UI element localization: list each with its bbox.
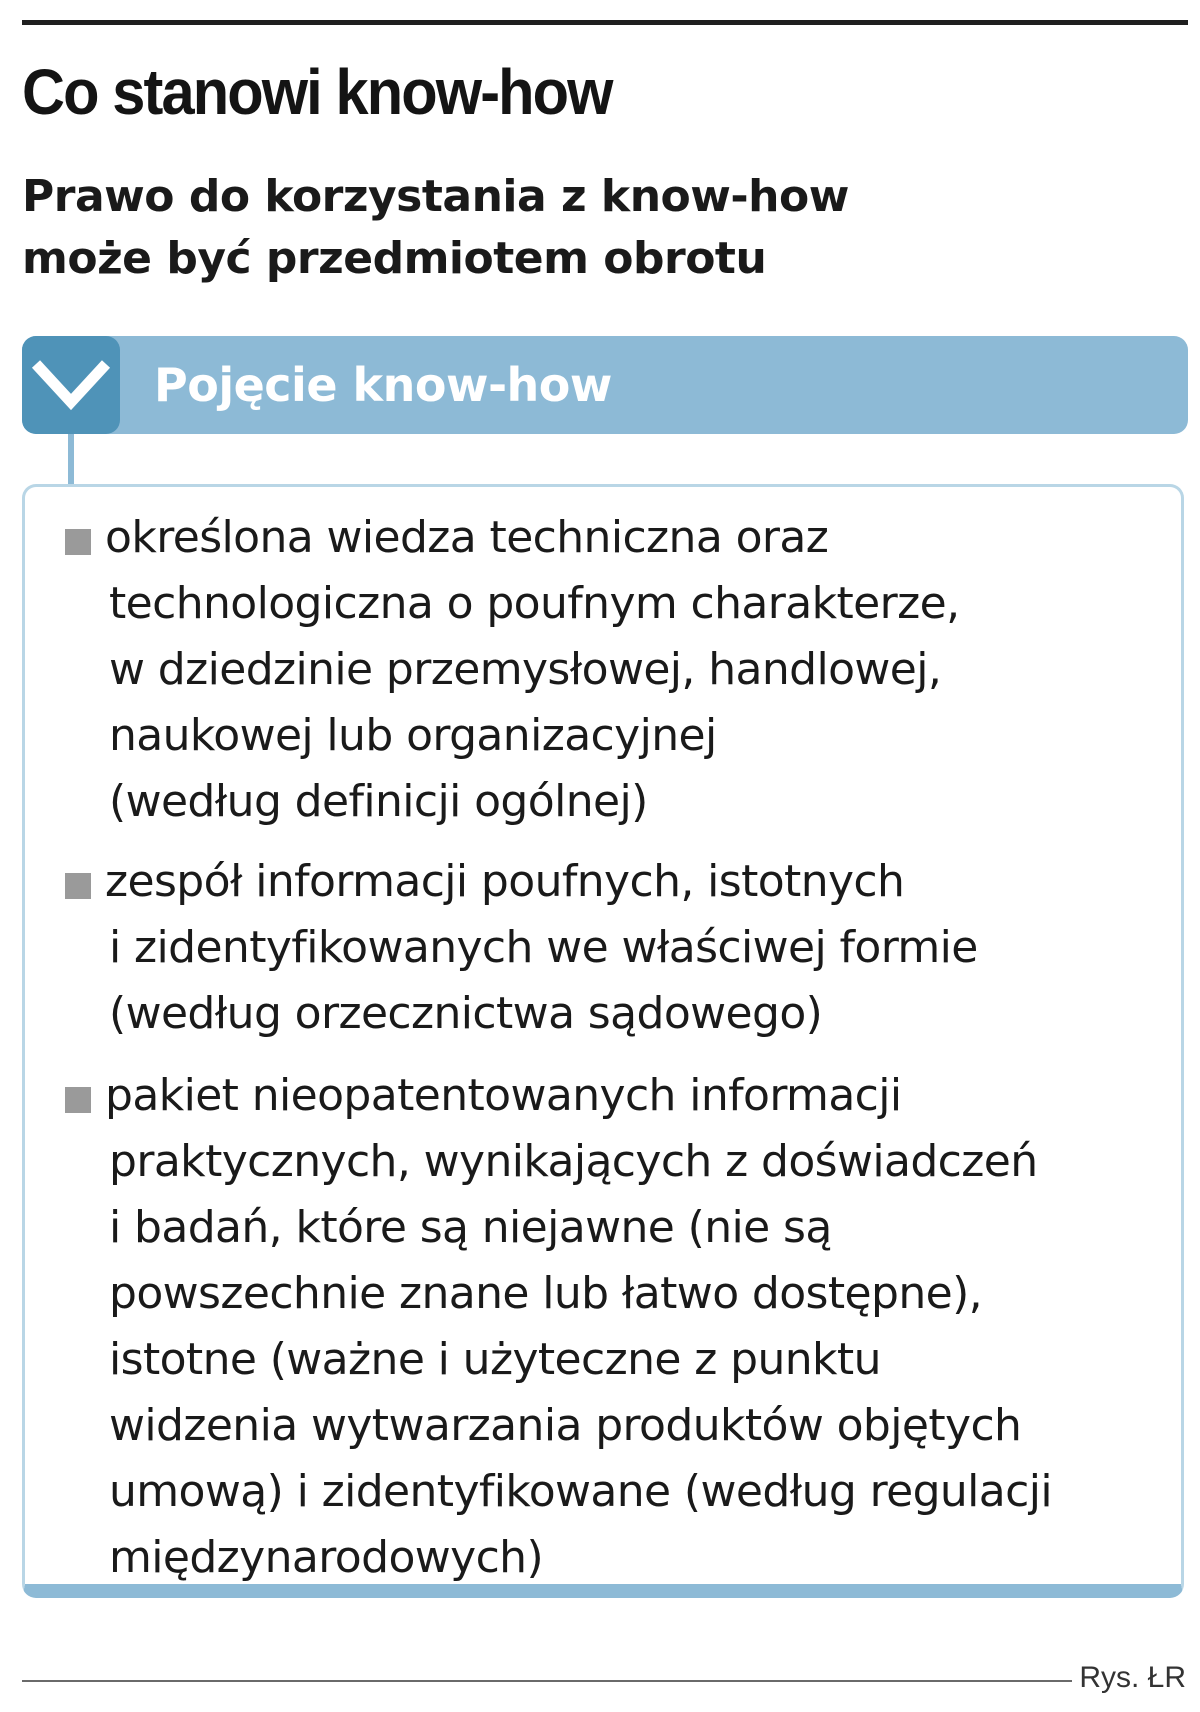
square-bullet-icon: [65, 1087, 91, 1113]
list-item: [65, 849, 978, 1047]
top-rule: [22, 20, 1188, 25]
square-bullet-icon: [65, 529, 91, 555]
item-line: widzenia wytwarzania produktów objętych: [109, 1400, 1022, 1451]
item-line: zespół informacji poufnych, istotnych: [105, 856, 905, 907]
item-line: w dziedzinie przemysłowej, handlowej,: [109, 644, 942, 695]
item-line: i zidentyfikowanych we właściwej formie: [109, 922, 978, 973]
item-line: (według definicji ogólnej): [109, 776, 648, 827]
section-header-label: Pojęcie know-how: [154, 358, 612, 412]
subtitle: [22, 166, 849, 290]
item-line: powszechnie znane lub łatwo dostępne),: [109, 1268, 983, 1319]
footer-rule: [22, 1680, 1072, 1682]
item-line: pakiet nieopatentowanych informacji: [105, 1070, 902, 1121]
list-item: [65, 505, 959, 835]
item-line: (według orzecznictwa sądowego): [109, 988, 823, 1039]
chevron-badge: [22, 336, 120, 434]
item-line: określona wiedza techniczna oraz: [105, 512, 829, 563]
item-line: praktycznych, wynikających z doświadczeń: [109, 1136, 1038, 1187]
credit-label: Rys. ŁR: [1079, 1661, 1186, 1694]
list-item: [65, 1063, 1052, 1591]
item-line: istotne (ważne i użyteczne z punktu: [109, 1334, 881, 1385]
square-bullet-icon: [65, 873, 91, 899]
item-line: technologiczna o poufnym charakterze,: [109, 578, 960, 629]
item-line: i badań, które są niejawne (nie są: [109, 1202, 832, 1253]
connector-line: [68, 434, 74, 486]
item-line: międzynarodowych): [109, 1532, 544, 1583]
definitions-box: [22, 484, 1184, 1598]
subtitle-line-2: może być przedmiotem obrotu: [22, 233, 767, 284]
subtitle-line-1: Prawo do korzystania z know-how: [22, 171, 849, 222]
page-title: Co stanowi know-how: [22, 56, 612, 128]
chevron-down-icon: [22, 336, 120, 434]
item-line: umową) i zidentyfikowane (według regulacji: [109, 1466, 1053, 1517]
item-line: naukowej lub organizacyjnej: [109, 710, 717, 761]
